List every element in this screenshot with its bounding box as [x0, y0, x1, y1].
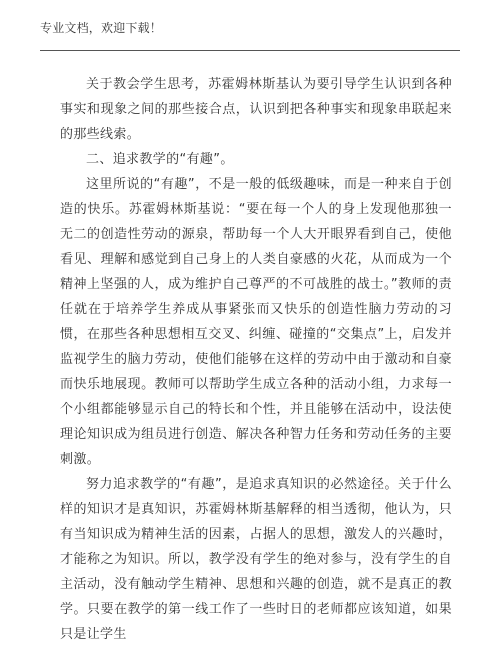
header-divider [40, 50, 460, 51]
paragraph-interest: 这里所说的“有趣”，不是一般的低级趣味，而是一种来自于创造的快乐。苏霍姆林斯基说：“要在每一个人的身上发现他那独一无二的创造性劳动的源泉，帮助每一个人大开眼界看到自己，使他看见、理解和感觉到自己身上的人类自豪感的火花，从而成为一个精神上坚强的人，成为维护自己尊严的不可战胜的战士。”教师的责任就在于培养学生养成从事紧张而又快乐的创造性脑力劳动的习惯，在那些各种思想相互交叉、纠缠、碰撞的“交集点”上，启发并监视学生的脑力劳动，使他们能够在这样的劳动中由于激动和自豪而快乐地展现。教师可以帮助学生成立各种的活动小组，力求每一个小组都能够显示自己的特长和个性，并且能够在活动中，设法使理论知识成为组员进行创造、解决各种智力任务和劳动任务的主要刺激。 [60, 177, 452, 467]
section-heading: 二、追求教学的“有趣”。 [86, 152, 234, 167]
paragraph-knowledge: 努力追求教学的“有趣”，是追求真知识的必然途径。关于什么样的知识才是真知识，苏霍姆林斯基解释的相当透彻，他认为，只有当知识成为精神生活的因素，占据人的思想，激发人的兴趣时，才能称之为知识。所以，教学没有学生的绝对参与，没有学生的自主活动，没有触动学生精神、思想和兴趣的创造，就不是真正的教学。只要在教学的第一线工作了一些时日的老师都应该知道，如果只是让学生 [60, 477, 452, 642]
page-header: 专业文档，欢迎下载！ [40, 21, 163, 35]
document-body [60, 72, 452, 647]
paragraph-thinking: 关于教会学生思考，苏霍姆林斯基认为要引导学生认识到各种事实和现象之间的那些接合点，认识到把各种事实和现象串联起来的那些线索。 [60, 77, 452, 142]
